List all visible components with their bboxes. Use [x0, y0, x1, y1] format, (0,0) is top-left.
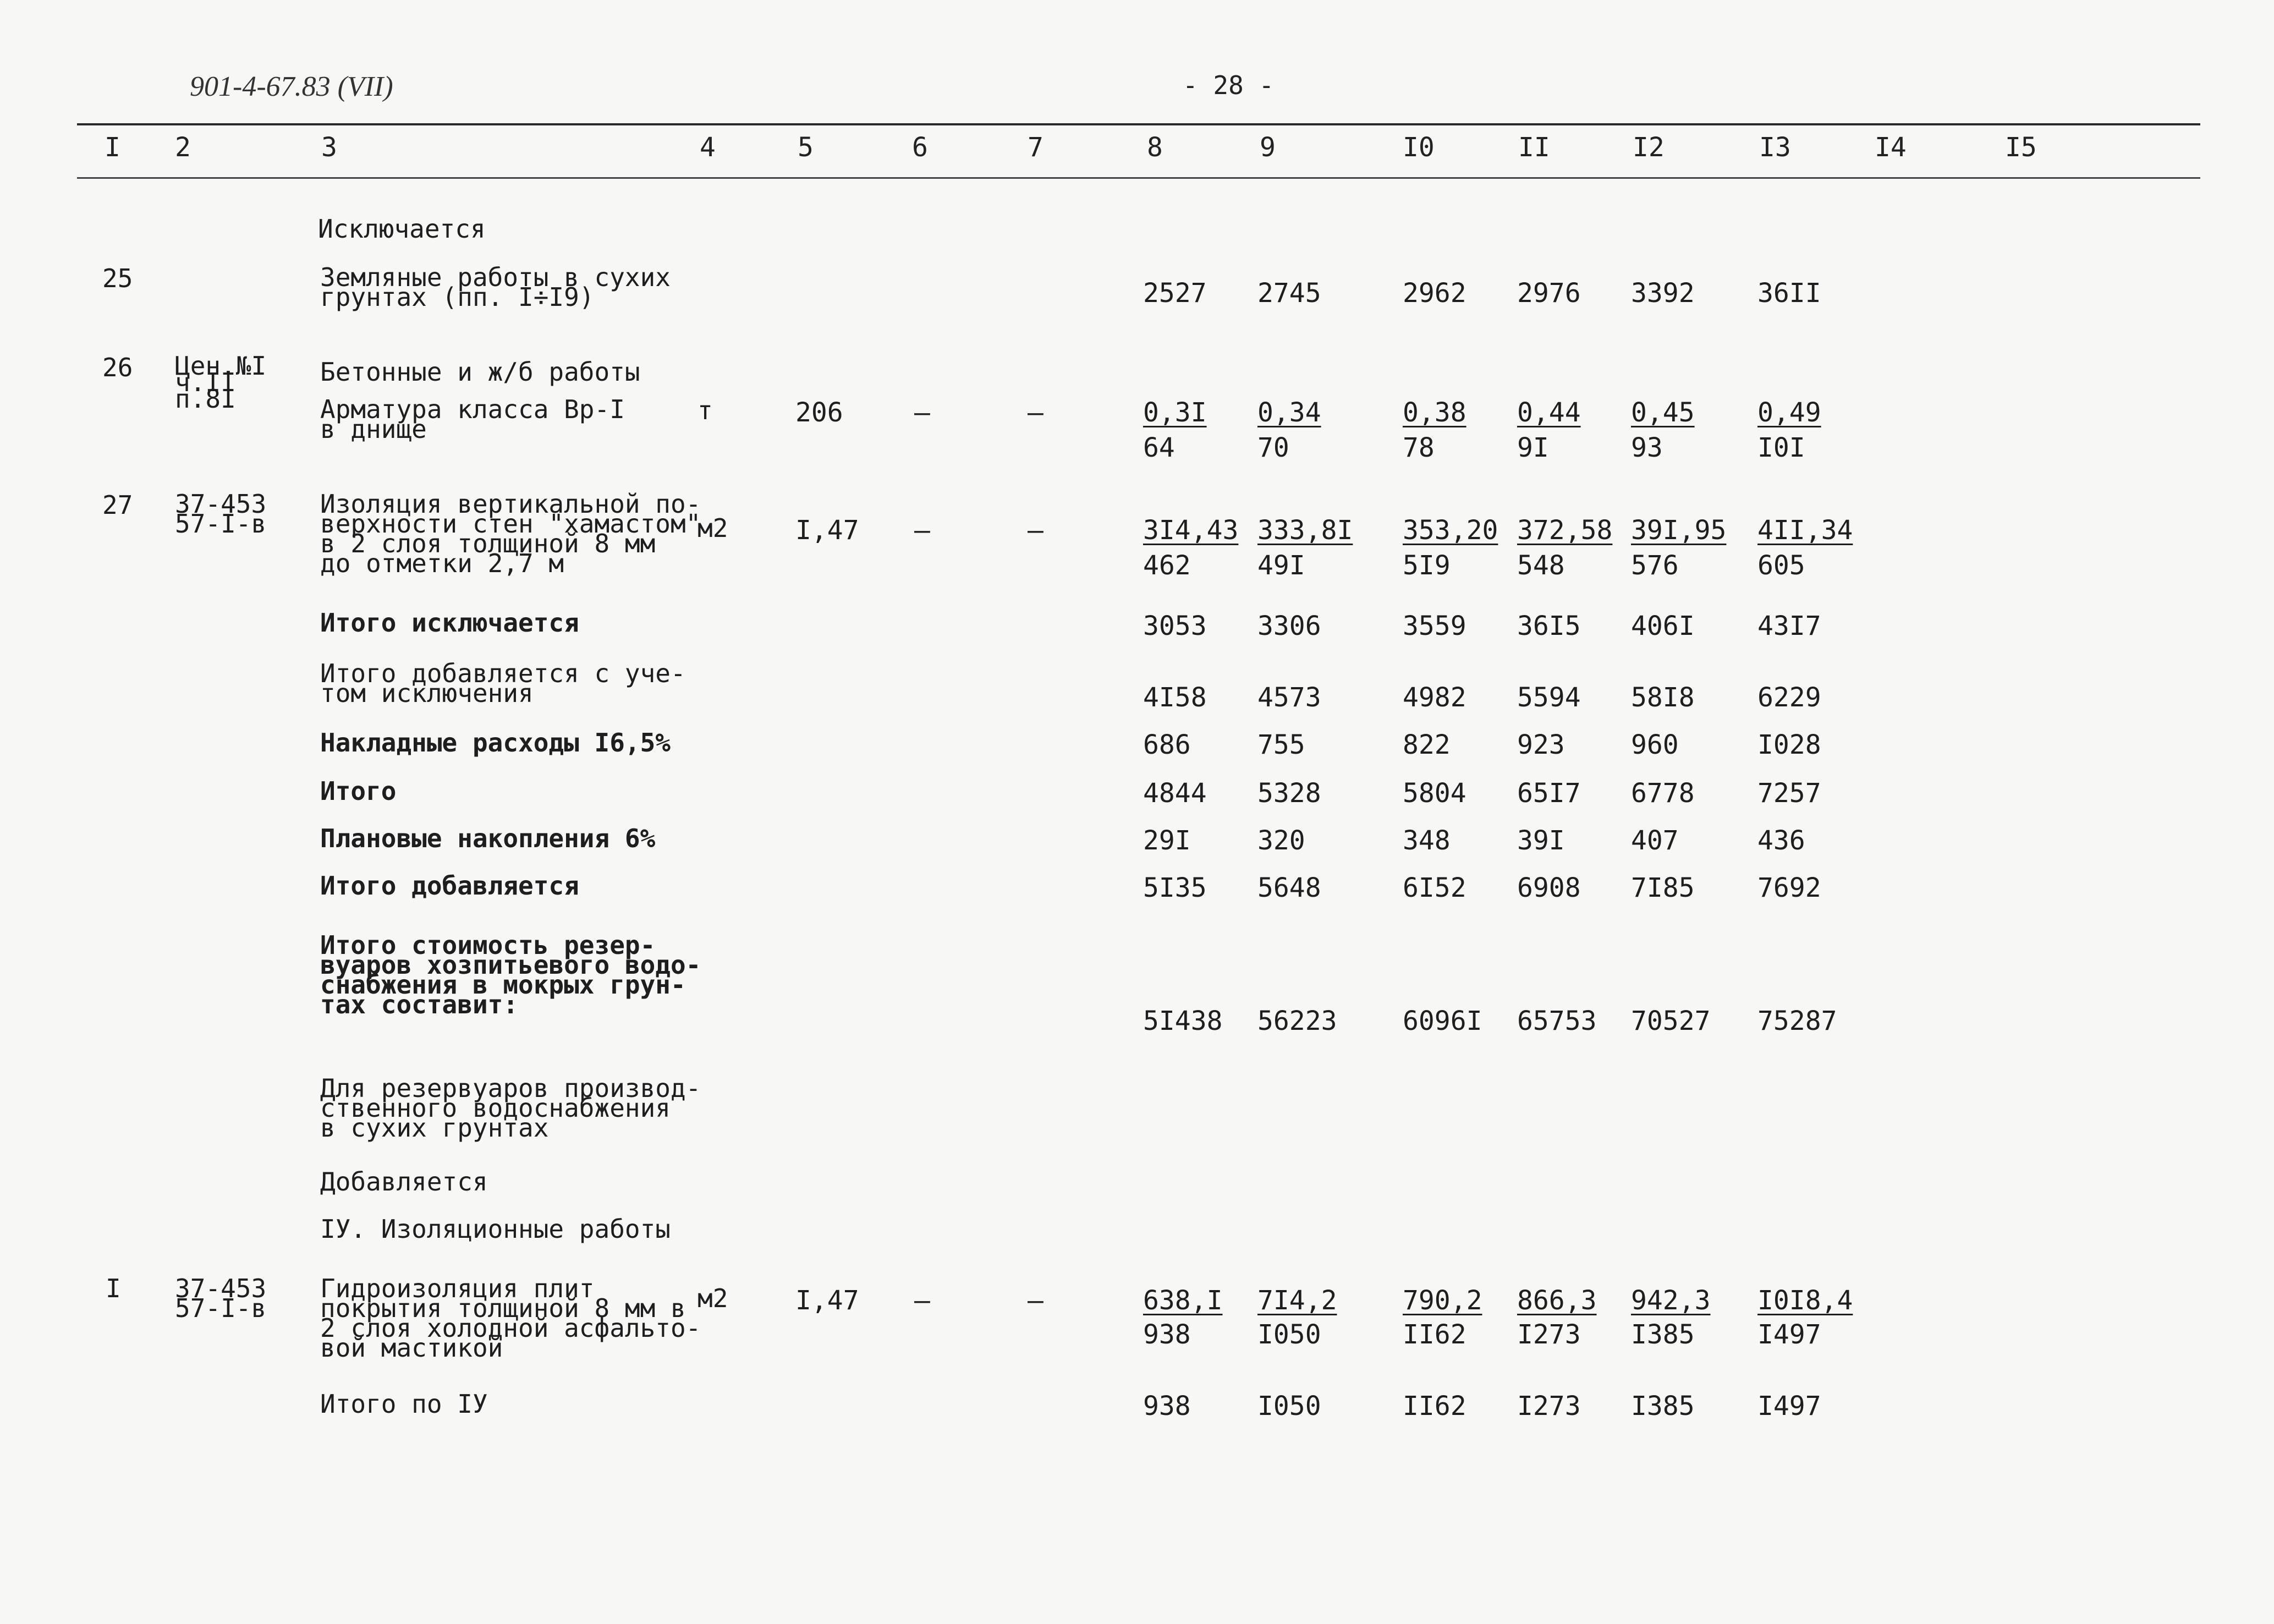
column-header: I3 — [1759, 132, 1791, 163]
cost-value: 3559 — [1403, 611, 1466, 641]
rate-code: 37-453 57-I-в — [175, 1274, 267, 1323]
cost-value: 65753 — [1517, 1006, 1597, 1036]
dash: – — [1028, 397, 1043, 428]
unit: т — [697, 396, 713, 425]
cost-value: 5648 — [1257, 873, 1321, 903]
column-header: 3 — [321, 132, 337, 163]
unit-price: 7I4,2 — [1257, 1285, 1337, 1316]
quantity: I,47 — [795, 1285, 859, 1316]
cost-value: 938 — [1143, 1391, 1191, 1422]
unit-price: 790,2 — [1403, 1285, 1482, 1316]
header-bottom-rule — [77, 177, 2200, 179]
section-label-added: Добавляется — [320, 1167, 488, 1197]
row-description: Земляные работы в сухих грунтах (пп. I÷I9) — [320, 262, 671, 312]
cost-value: 348 — [1403, 825, 1451, 856]
cost-value: 5804 — [1403, 778, 1466, 809]
cost-value: 686 — [1143, 729, 1191, 760]
cost-value: I028 — [1757, 729, 1821, 760]
cost-value: 3392 — [1631, 278, 1695, 309]
cost-value: 406I — [1631, 611, 1695, 641]
cost-value: I050 — [1257, 1391, 1321, 1422]
cost-value: 56223 — [1257, 1006, 1337, 1036]
cost-value: 29I — [1143, 825, 1191, 856]
cost-value: 6096I — [1403, 1006, 1482, 1036]
cost-value: 2976 — [1517, 278, 1581, 309]
cost-value: 462 — [1143, 550, 1191, 581]
cost-value: 6908 — [1517, 873, 1581, 903]
quantity: I,47 — [795, 515, 859, 546]
cost-value: I273 — [1517, 1319, 1581, 1350]
document-code: 901-4-67.83 (VII) — [190, 71, 393, 102]
cost-value: II62 — [1403, 1319, 1466, 1350]
row-number: I — [106, 1274, 121, 1303]
row-description: Итого исключается — [320, 608, 579, 638]
cost-value: 5I35 — [1143, 873, 1207, 903]
row-description: Итого добавляется с уче- том исключения — [320, 659, 686, 708]
dash: – — [914, 397, 930, 428]
cost-value: 755 — [1257, 729, 1305, 760]
cost-value: I497 — [1757, 1319, 1821, 1350]
column-header: I5 — [2005, 132, 2037, 163]
page-number: - 28 - — [1183, 70, 1275, 100]
cost-value: 4982 — [1403, 682, 1466, 713]
cost-value: 548 — [1517, 550, 1565, 581]
column-header: 7 — [1028, 132, 1043, 163]
unit-price: 0,3I — [1143, 397, 1207, 428]
cost-value: 36II — [1757, 278, 1821, 309]
row-description: Итого по IУ — [320, 1389, 488, 1419]
cost-value: I273 — [1517, 1391, 1581, 1422]
cost-value: 938 — [1143, 1319, 1191, 1350]
rate-code: 37-453 57-I-в — [175, 489, 267, 539]
cost-value: II62 — [1403, 1391, 1466, 1422]
cost-value: 93 — [1631, 432, 1663, 463]
dash: – — [1028, 515, 1043, 546]
cost-value: I385 — [1631, 1319, 1695, 1350]
section-title: IУ. Изоляционные работы — [320, 1214, 671, 1244]
column-header: 4 — [700, 132, 716, 163]
cost-value: 9I — [1517, 432, 1549, 463]
dash: – — [914, 1285, 930, 1316]
cost-value: 3053 — [1143, 611, 1207, 641]
cost-value: I497 — [1757, 1391, 1821, 1422]
cost-value: 6778 — [1631, 778, 1695, 809]
cost-value: 3306 — [1257, 611, 1321, 641]
cost-value: I385 — [1631, 1391, 1695, 1422]
cost-value: 7I85 — [1631, 873, 1695, 903]
unit-price: 3I4,43 — [1143, 515, 1239, 546]
row-description: Бетонные и ж/б работы — [320, 357, 640, 387]
row-number: 27 — [102, 490, 133, 520]
cost-value: 605 — [1757, 550, 1805, 581]
cost-value: 5328 — [1257, 778, 1321, 809]
cost-value: 58I8 — [1631, 682, 1695, 713]
cost-value: 960 — [1631, 729, 1679, 760]
column-header: II — [1518, 132, 1550, 163]
column-header: I4 — [1875, 132, 1907, 163]
section-label-excluded: Исключается — [318, 214, 486, 244]
row-description: Итого добавляется — [320, 871, 579, 901]
cost-value: 822 — [1403, 729, 1451, 760]
cost-value: 70527 — [1631, 1006, 1711, 1036]
unit-price: 0,34 — [1257, 397, 1321, 428]
column-header: 6 — [912, 132, 928, 163]
cost-value: 2962 — [1403, 278, 1466, 309]
row-description: Арматура класса Вр-I в днище — [320, 394, 625, 444]
unit-price: 39I,95 — [1631, 515, 1727, 546]
unit-price: 333,8I — [1257, 515, 1353, 546]
unit-price: 0,38 — [1403, 397, 1466, 428]
column-header: 2 — [175, 132, 191, 163]
row-description: Плановые накопления 6% — [320, 824, 656, 853]
unit-price: I0I8,4 — [1757, 1285, 1853, 1316]
cost-value: 75287 — [1757, 1006, 1837, 1036]
cost-value: 78 — [1403, 432, 1435, 463]
cost-value: 65I7 — [1517, 778, 1581, 809]
column-header: I0 — [1403, 132, 1435, 163]
unit-price: 0,45 — [1631, 397, 1695, 428]
row-description: Итого стоимость резер- вуаров хозпитьевого водо- снабжения в мокрых грун- тах составит: — [320, 930, 701, 1019]
cost-value: 6I52 — [1403, 873, 1466, 903]
cost-value: 36I5 — [1517, 611, 1581, 641]
cost-value: 7257 — [1757, 778, 1821, 809]
cost-value: 4573 — [1257, 682, 1321, 713]
cost-value: 2527 — [1143, 278, 1207, 309]
cost-value: 5I9 — [1403, 550, 1451, 581]
unit-price: 353,20 — [1403, 515, 1498, 546]
cost-value: I050 — [1257, 1319, 1321, 1350]
cost-value: 320 — [1257, 825, 1305, 856]
cost-value: 43I7 — [1757, 611, 1821, 641]
unit: м2 — [697, 1283, 728, 1313]
column-header: I — [105, 132, 120, 163]
cost-value: 5594 — [1517, 682, 1581, 713]
cost-value: 49I — [1257, 550, 1305, 581]
unit-price: 866,3 — [1517, 1285, 1597, 1316]
unit-price: 372,58 — [1517, 515, 1613, 546]
cost-value: 4I58 — [1143, 682, 1207, 713]
column-header: I2 — [1633, 132, 1665, 163]
cost-value: 4844 — [1143, 778, 1207, 809]
dash: – — [1028, 1285, 1043, 1316]
row-description: Накладные расходы I6,5% — [320, 728, 671, 758]
dash: – — [914, 515, 930, 546]
unit-price: 0,44 — [1517, 397, 1581, 428]
row-number: 25 — [102, 264, 133, 293]
cost-value: 436 — [1757, 825, 1805, 856]
rate-code: Цен.№I ч.II п.8I — [175, 351, 267, 414]
cost-value: 2745 — [1257, 278, 1321, 309]
unit: м2 — [697, 513, 728, 543]
unit-price: 0,49 — [1757, 397, 1821, 428]
unit-price: 4II,34 — [1757, 515, 1853, 546]
column-header: 8 — [1147, 132, 1163, 163]
unit-price: 942,3 — [1631, 1285, 1711, 1316]
cost-value: 7692 — [1757, 873, 1821, 903]
cost-value: 70 — [1257, 432, 1289, 463]
row-description: Итого — [320, 776, 397, 806]
unit-price: 638,I — [1143, 1285, 1223, 1316]
quantity: 206 — [795, 397, 843, 428]
cost-value: 64 — [1143, 432, 1175, 463]
header-top-rule — [77, 123, 2200, 125]
column-header: 5 — [798, 132, 814, 163]
row-description: Изоляция вертикальной по- верхности стен "хамастом" в 2 слоя толщиной 8 мм до отметки 2,7 м — [320, 489, 701, 578]
cost-value: 39I — [1517, 825, 1565, 856]
cost-value: 407 — [1631, 825, 1679, 856]
row-description: Гидроизоляция плит покрытия толщиной 8 мм в 2 слоя холодной асфальто- вой мастикой — [320, 1274, 701, 1363]
cost-value: 923 — [1517, 729, 1565, 760]
column-header: 9 — [1260, 132, 1276, 163]
cost-value: 576 — [1631, 550, 1679, 581]
cost-value: 5I438 — [1143, 1006, 1223, 1036]
section-note: Для резервуаров производ- ственного водоснабжения в сухих грунтах — [320, 1073, 701, 1143]
cost-value: 6229 — [1757, 682, 1821, 713]
cost-value: I0I — [1757, 432, 1805, 463]
row-number: 26 — [102, 353, 133, 382]
